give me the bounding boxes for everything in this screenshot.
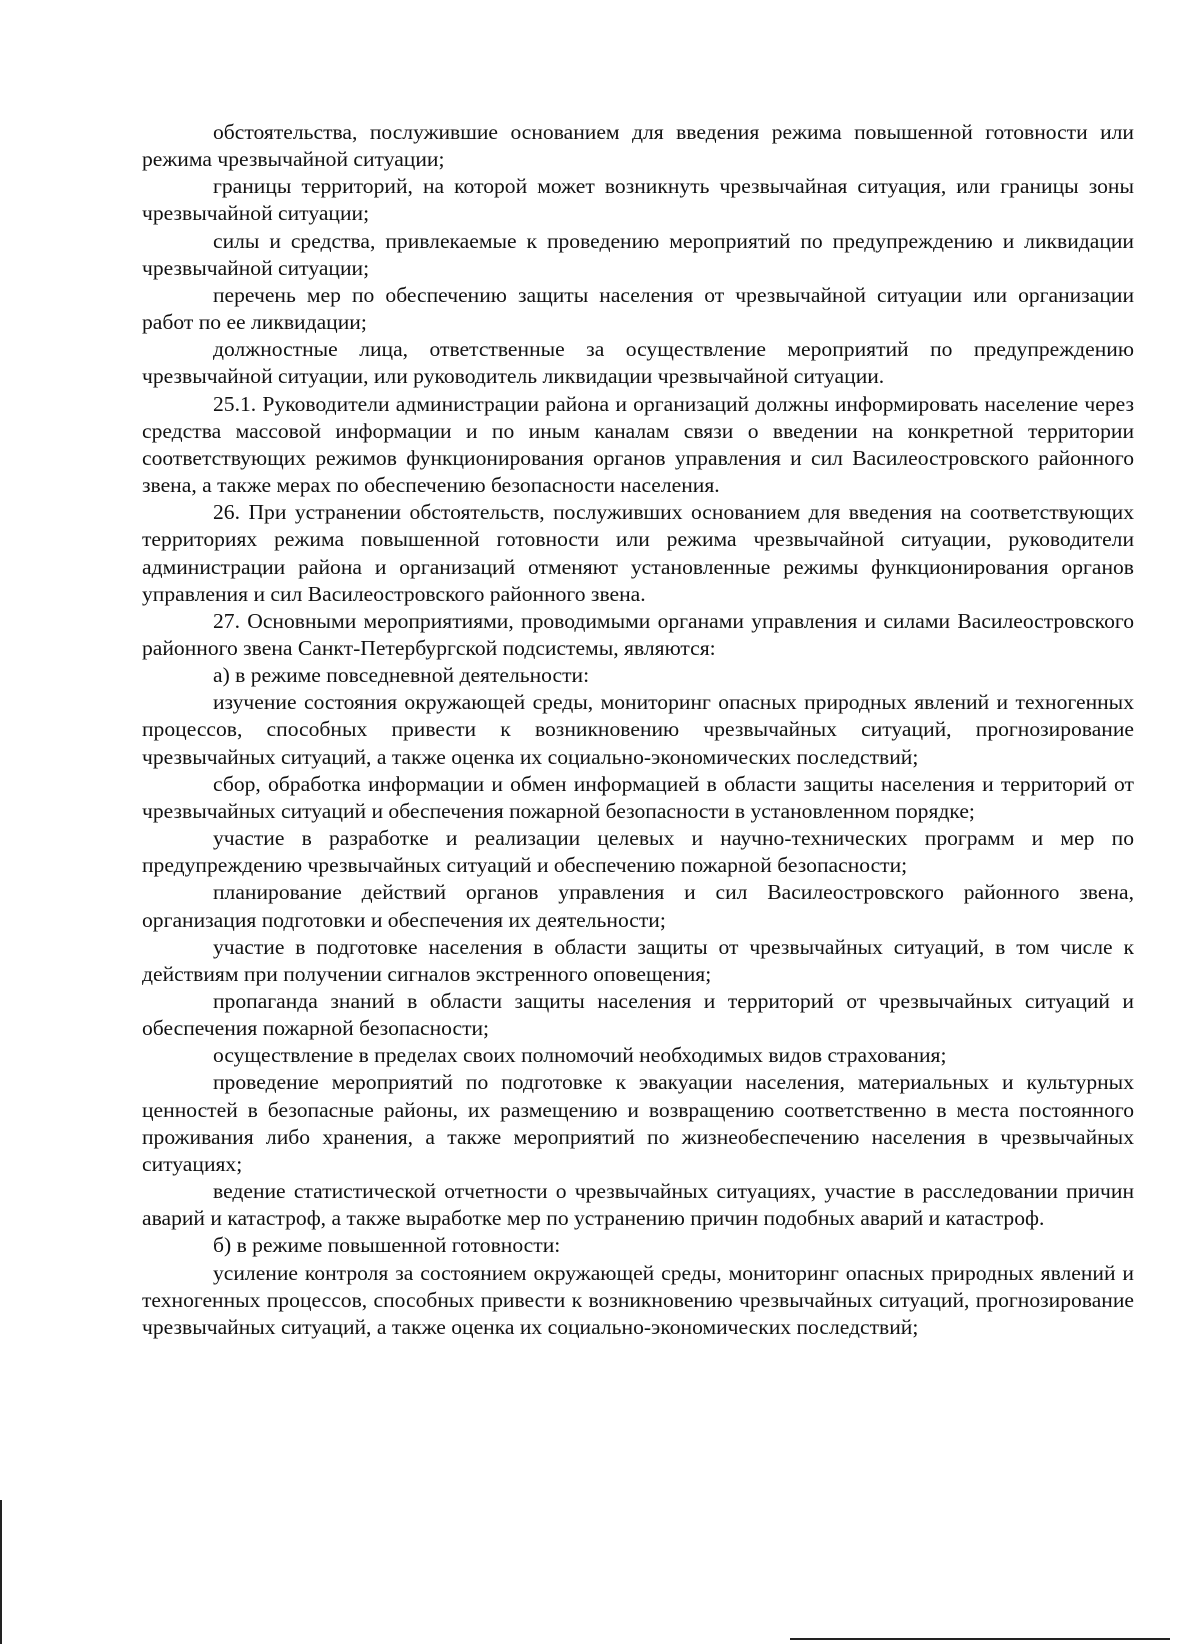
paragraph-13: планирование действий органов управления и сил Василеостровского районного звена, организация подготовки и обеспечения их деятельности; [142,880,1134,932]
paragraph-9: а) в режиме повседневной деятельности: [213,663,590,688]
paragraph-8: 27. Основными мероприятиями, проводимыми органами управления и силами Василеостровского районного звена Санкт-Петербургской подсистемы, являются: [142,608,1134,660]
document-body [142,119,1134,1341]
paragraph-4: перечень мер по обеспечению защиты населения от чрезвычайной ситуации или организации работ по ее ликвидации; [142,282,1134,335]
paragraph-10: изучение состояния окружающей среды, мониторинг опасных природных явлений и техногенных процессов, способных привести к возникновению чрезвычайных ситуаций, прогнозирование чрезвычайных ситуаций, а также оценка их социально-экономических последствий; [142,690,1134,769]
paragraph-5: должностные лица, ответственные за осуществление мероприятий по предупреждению чрезвычайной ситуации, или руководитель ликвидации чрезвычайной ситуации. [142,337,1134,389]
paragraph-19: б) в режиме повышенной готовности: [213,1233,561,1258]
paragraph-17: проведение мероприятий по подготовке к эвакуации населения, материальных и культурных ценностей в безопасные районы, их размещению и возвращению соответственно в места постоянного проживания либо хранения, а также мероприятий по жизнеобеспечению населения в чрезвычайных ситуациях; [142,1070,1134,1176]
paragraph-14: участие в подготовке населения в области защиты от чрезвычайных ситуаций, в том числе к действиям при получении сигналов экстренного оповещения; [142,934,1134,986]
footer-rule [790,1638,1170,1640]
paragraph-20: усиление контроля за состоянием окружающей среды, мониторинг опасных природных явлений и техногенных процессов, способных привести к возникновению чрезвычайных ситуаций, прогнозирование чрезвычайных ситуаций, а также оценка их социально-экономических последствий; [142,1260,1134,1339]
paragraph-3: силы и средства, привлекаемые к проведению мероприятий по предупреждению и ликвидации чрезвычайной ситуации; [142,228,1134,280]
paragraph-12: участие в разработке и реализации целевых и научно-технических программ и мер по предупреждению чрезвычайных ситуаций и обеспечению пожарной безопасности; [142,826,1134,878]
paragraph-15: пропаганда знаний в области защиты населения и территорий от чрезвычайных ситуаций и обеспечения пожарной безопасности; [142,989,1134,1041]
paragraph-11: сбор, обработка информации и обмен информацией в области защиты населения и территорий от чрезвычайных ситуаций и обеспечения пожарной безопасности в установленном порядке; [142,771,1134,823]
paragraph-1: обстоятельства, послужившие основанием для введения режима повышенной готовности или режима чрезвычайной ситуации; [142,120,1134,172]
paragraph-18: ведение статистической отчетности о чрезвычайных ситуациях, участие в расследовании причин аварий и катастроф, а также выработке мер по устранению причин подобных аварий и катастроф. [142,1179,1134,1231]
paragraph-7: 26. При устранении обстоятельств, послуживших основанием для введения на соответствующих территориях режима повышенной готовности или режима чрезвычайной ситуации, руководители администрации района и организаций отменяют установленные режимы функционирования органов управления и сил Василеостровского районного звена. [142,500,1134,606]
paragraph-2: границы территорий, на которой может возникнуть чрезвычайная ситуация, или границы зоны чрезвычайной ситуации; [142,174,1134,226]
paragraph-16: осуществление в пределах своих полномочий необходимых видов страхования; [213,1043,947,1068]
scan-edge-mark [0,1500,2,1644]
paragraph-6: 25.1. Руководители администрации района и организаций должны информировать население через средства массовой информации и по иным каналам связи о введении на конкретной территории соответствующих режимов функционирования органов управления и сил Василеостровского районного звена, а также мерах по обеспечению безопасности населения. [142,391,1134,498]
